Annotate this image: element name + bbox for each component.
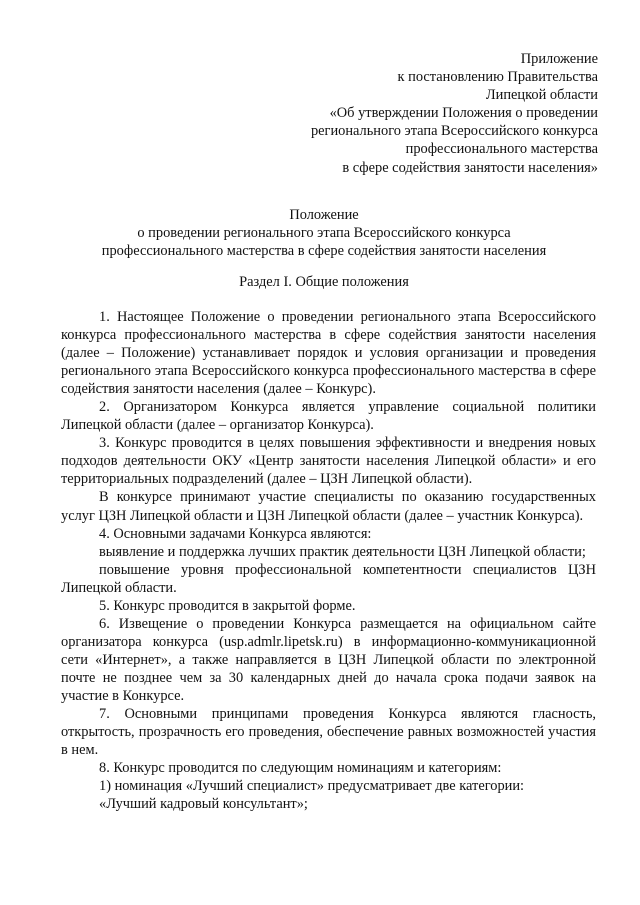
header-line: Липецкой области <box>485 87 598 104</box>
paragraph: повышение уровня профессиональной компетентности специалистов ЦЗН Липецкой области. <box>61 561 596 596</box>
paragraph: «Лучший кадровый консультант»; <box>99 796 308 813</box>
paragraph: 6. Извещение о проведении Конкурса размещается на официальном сайте организатора конкурса (usp.admlr.lipetsk.ru) в информационно-коммуникационной сети «Интернет», а также направляется в ЦЗН Липецкой области по электронной почте не позднее чем за 30 календарных дней до начала срока подачи заявок на участие в Конкурсе. <box>61 615 596 704</box>
header-line: «Об утверждении Положения о проведении <box>329 105 598 122</box>
title-line: Положение <box>289 207 359 223</box>
header-line: Приложение <box>520 51 598 67</box>
paragraph: 8. Конкурс проводится по следующим номинациям и категориям: <box>99 760 502 777</box>
paragraph: выявление и поддержка лучших практик деятельности ЦЗН Липецкой области; <box>99 543 586 560</box>
paragraph: 5. Конкурс проводится в закрытой форме. <box>99 597 356 614</box>
document-body <box>61 308 596 813</box>
header-line: регионального этапа Всероссийского конкурса <box>310 123 598 140</box>
header-line: профессионального мастерства <box>405 141 598 158</box>
paragraph: 4. Основными задачами Конкурса являются: <box>99 525 372 542</box>
paragraph: В конкурсе принимают участие специалисты по оказанию государственных услуг ЦЗН Липецкой области и ЦЗН Липецкой области (далее – участник Конкурса). <box>61 489 596 524</box>
paragraph: 3. Конкурс проводится в целях повышения эффективности и внедрения новых подходов деятельности ОКУ «Центр занятости населения Липецкой области» и его территориальных подразделений (далее – ЦЗН Липецкой области). <box>61 435 596 488</box>
section-heading: Раздел I. Общие положения <box>239 274 409 290</box>
paragraph: 2. Организатором Конкурса является управление социальной политики Липецкой области (далее – организатор Конкурса). <box>61 399 596 434</box>
document-title <box>40 206 608 260</box>
paragraph: 1. Настоящее Положение о проведении регионального этапа Всероссийского конкурса профессионального мастерства в сфере содействия занятости населения (далее – Положение) устанавливает порядок и условия организации и проведения регионального этапа Всероссийского конкурса профессионального мастерства в сфере содействия занятости населения (далее – Конкурс). <box>61 309 596 398</box>
title-line: о проведении регионального этапа Всероссийского конкурса <box>137 225 511 242</box>
appendix-header <box>198 50 598 177</box>
paragraph: 1) номинация «Лучший специалист» предусматривает две категории: <box>99 778 525 795</box>
header-line: к постановлению Правительства <box>397 69 598 86</box>
header-line: в сфере содействия занятости населения» <box>342 159 598 176</box>
title-line: профессионального мастерства в сфере содействия занятости населения <box>101 243 547 260</box>
paragraph: 7. Основными принципами проведения Конкурса являются гласность, открытость, прозрачность его проведения, обеспечение равных возможностей участия в нем. <box>61 706 596 759</box>
